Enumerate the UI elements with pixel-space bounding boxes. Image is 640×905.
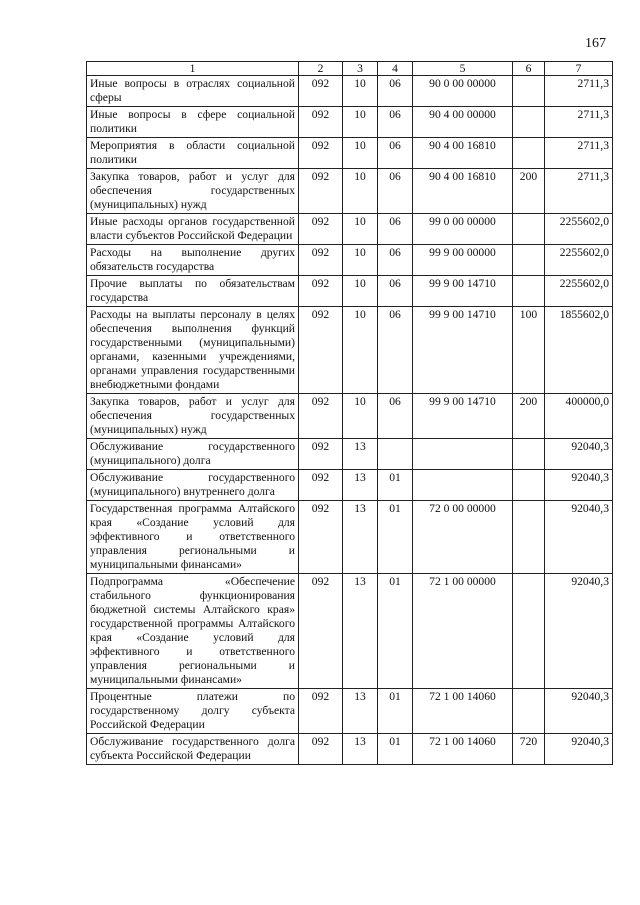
- table-row: [87, 307, 613, 394]
- row-vr-cell: [513, 138, 545, 169]
- row-csr-cell: 90 0 00 00000: [413, 76, 513, 107]
- row-ved-cell: 092: [299, 138, 343, 169]
- row-pr-cell: 06: [378, 245, 413, 276]
- budget-table: [86, 61, 613, 765]
- row-rz-cell: 10: [343, 245, 378, 276]
- row-csr-cell: 90 4 00 16810: [413, 138, 513, 169]
- row-sum-cell: 1855602,0: [545, 307, 613, 394]
- row-vr-cell: [513, 245, 545, 276]
- table-row: [87, 76, 613, 107]
- row-pr-cell: 06: [378, 307, 413, 394]
- row-name-cell: Процентные платежи по государственному долгу субъекта Российской Федерации: [87, 689, 299, 734]
- row-csr-cell: 99 9 00 14710: [413, 276, 513, 307]
- row-ved-cell: 092: [299, 276, 343, 307]
- row-name-cell: Обслуживание государственного долга субъекта Российской Федерации: [87, 734, 299, 765]
- row-sum-cell: 92040,3: [545, 439, 613, 470]
- row-csr-cell: 72 1 00 00000: [413, 574, 513, 689]
- row-pr-cell: 06: [378, 169, 413, 214]
- column-header: 5: [413, 62, 513, 76]
- row-ved-cell: 092: [299, 501, 343, 574]
- column-header: 4: [378, 62, 413, 76]
- column-header: 7: [545, 62, 613, 76]
- row-sum-cell: 92040,3: [545, 501, 613, 574]
- row-name-cell: Иные расходы органов государственной власти субъектов Российской Федерации: [87, 214, 299, 245]
- row-sum-cell: 2255602,0: [545, 276, 613, 307]
- row-vr-cell: [513, 107, 545, 138]
- row-vr-cell: [513, 470, 545, 501]
- row-ved-cell: 092: [299, 107, 343, 138]
- row-name-cell: Иные вопросы в сфере социальной политики: [87, 107, 299, 138]
- row-rz-cell: 10: [343, 107, 378, 138]
- row-rz-cell: 13: [343, 689, 378, 734]
- row-rz-cell: 10: [343, 138, 378, 169]
- row-csr-cell: 99 0 00 00000: [413, 214, 513, 245]
- row-sum-cell: 2255602,0: [545, 214, 613, 245]
- row-sum-cell: 92040,3: [545, 470, 613, 501]
- row-rz-cell: 10: [343, 169, 378, 214]
- row-vr-cell: [513, 574, 545, 689]
- row-name-cell: Иные вопросы в отраслях социальной сферы: [87, 76, 299, 107]
- row-csr-cell: [413, 470, 513, 501]
- row-name-cell: Обслуживание государственного (муниципального) долга: [87, 439, 299, 470]
- row-ved-cell: 092: [299, 439, 343, 470]
- row-pr-cell: 06: [378, 276, 413, 307]
- row-ved-cell: 092: [299, 76, 343, 107]
- row-vr-cell: [513, 76, 545, 107]
- row-sum-cell: 2711,3: [545, 138, 613, 169]
- row-pr-cell: 06: [378, 214, 413, 245]
- table-body: [87, 76, 613, 765]
- row-sum-cell: 92040,3: [545, 734, 613, 765]
- column-header: 1: [87, 62, 299, 76]
- row-csr-cell: 72 1 00 14060: [413, 689, 513, 734]
- row-vr-cell: [513, 689, 545, 734]
- row-pr-cell: 01: [378, 689, 413, 734]
- table-row: [87, 245, 613, 276]
- row-ved-cell: 092: [299, 574, 343, 689]
- row-csr-cell: 72 1 00 14060: [413, 734, 513, 765]
- row-vr-cell: [513, 214, 545, 245]
- row-pr-cell: 06: [378, 76, 413, 107]
- row-sum-cell: 2711,3: [545, 107, 613, 138]
- row-rz-cell: 13: [343, 501, 378, 574]
- row-csr-cell: 90 4 00 16810: [413, 169, 513, 214]
- row-pr-cell: 06: [378, 394, 413, 439]
- row-csr-cell: [413, 439, 513, 470]
- row-sum-cell: 92040,3: [545, 689, 613, 734]
- row-name-cell: Государственная программа Алтайского края «Создание условий для эффективного и ответственного управления региональными и муниципальными финансами»: [87, 501, 299, 574]
- row-pr-cell: 06: [378, 138, 413, 169]
- column-header: 6: [513, 62, 545, 76]
- row-ved-cell: 092: [299, 214, 343, 245]
- row-vr-cell: [513, 276, 545, 307]
- row-rz-cell: 10: [343, 394, 378, 439]
- page-number: 167: [585, 36, 606, 51]
- row-sum-cell: 400000,0: [545, 394, 613, 439]
- row-pr-cell: 01: [378, 470, 413, 501]
- row-name-cell: Прочие выплаты по обязательствам государства: [87, 276, 299, 307]
- table-row: [87, 501, 613, 574]
- row-name-cell: Мероприятия в области социальной политики: [87, 138, 299, 169]
- row-rz-cell: 13: [343, 574, 378, 689]
- column-header: 3: [343, 62, 378, 76]
- row-sum-cell: 92040,3: [545, 574, 613, 689]
- row-rz-cell: 10: [343, 214, 378, 245]
- row-pr-cell: [378, 439, 413, 470]
- row-ved-cell: 092: [299, 689, 343, 734]
- row-vr-cell: [513, 439, 545, 470]
- row-name-cell: Закупка товаров, работ и услуг для обеспечения государственных (муниципальных) нужд: [87, 394, 299, 439]
- table-row: [87, 439, 613, 470]
- row-pr-cell: 01: [378, 501, 413, 574]
- table-row: [87, 574, 613, 689]
- row-csr-cell: 99 9 00 14710: [413, 307, 513, 394]
- column-header: 2: [299, 62, 343, 76]
- table-row: [87, 470, 613, 501]
- table-row: [87, 734, 613, 765]
- row-ved-cell: 092: [299, 169, 343, 214]
- row-rz-cell: 10: [343, 307, 378, 394]
- row-pr-cell: 01: [378, 734, 413, 765]
- row-ved-cell: 092: [299, 734, 343, 765]
- row-vr-cell: 720: [513, 734, 545, 765]
- row-vr-cell: 200: [513, 169, 545, 214]
- row-name-cell: Расходы на выполнение других обязательств государства: [87, 245, 299, 276]
- table-row: [87, 276, 613, 307]
- row-ved-cell: 092: [299, 394, 343, 439]
- table-row: [87, 214, 613, 245]
- row-name-cell: Обслуживание государственного (муниципального) внутреннего долга: [87, 470, 299, 501]
- table-row: [87, 169, 613, 214]
- table-row: [87, 689, 613, 734]
- row-sum-cell: 2711,3: [545, 76, 613, 107]
- row-rz-cell: 13: [343, 470, 378, 501]
- row-vr-cell: [513, 501, 545, 574]
- table-row: [87, 394, 613, 439]
- row-rz-cell: 13: [343, 734, 378, 765]
- row-name-cell: Закупка товаров, работ и услуг для обеспечения государственных (муниципальных) нужд: [87, 169, 299, 214]
- row-csr-cell: 90 4 00 00000: [413, 107, 513, 138]
- row-ved-cell: 092: [299, 245, 343, 276]
- row-sum-cell: 2255602,0: [545, 245, 613, 276]
- table-row: [87, 138, 613, 169]
- row-vr-cell: 200: [513, 394, 545, 439]
- row-ved-cell: 092: [299, 307, 343, 394]
- row-csr-cell: 72 0 00 00000: [413, 501, 513, 574]
- row-pr-cell: 01: [378, 574, 413, 689]
- row-vr-cell: 100: [513, 307, 545, 394]
- header-row: [87, 62, 613, 76]
- row-pr-cell: 06: [378, 107, 413, 138]
- row-csr-cell: 99 9 00 00000: [413, 245, 513, 276]
- row-sum-cell: 2711,3: [545, 169, 613, 214]
- row-rz-cell: 10: [343, 76, 378, 107]
- row-rz-cell: 10: [343, 276, 378, 307]
- row-name-cell: Подпрограмма «Обеспечение стабильного функционирования бюджетной системы Алтайского края» государственной программы Алтайского края «Создание условий для эффективного и ответственного управления региональными и муниципальными финансами»: [87, 574, 299, 689]
- table-row: [87, 107, 613, 138]
- row-csr-cell: 99 9 00 14710: [413, 394, 513, 439]
- row-ved-cell: 092: [299, 470, 343, 501]
- row-name-cell: Расходы на выплаты персоналу в целях обеспечения выполнения функций государственными (муниципальными) органами, казенными учреждениями, органами управления государственными внебюджетными фондами: [87, 307, 299, 394]
- row-rz-cell: 13: [343, 439, 378, 470]
